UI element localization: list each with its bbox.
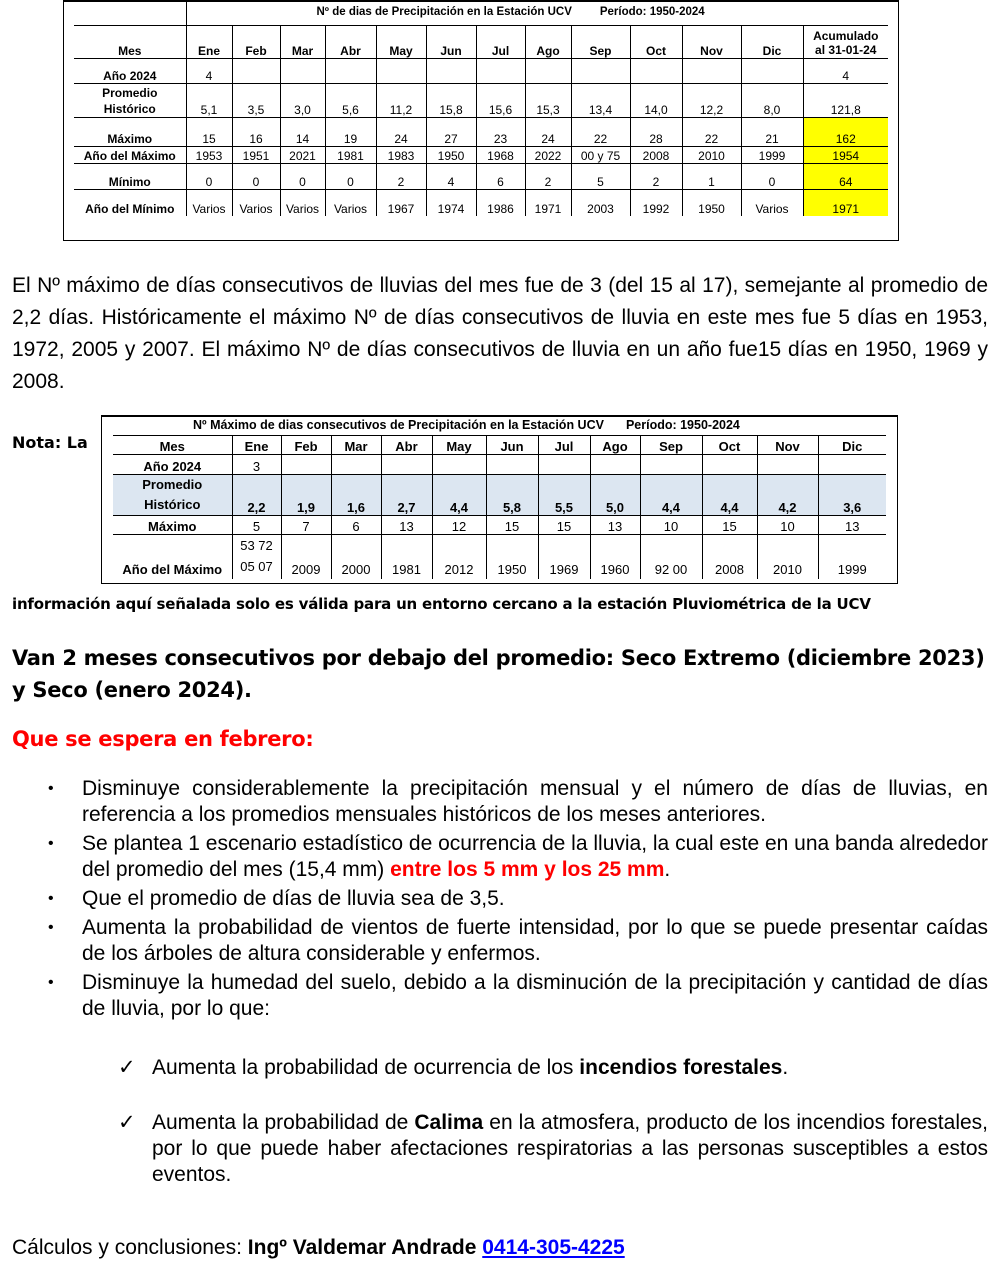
list-item: • Aumenta la probabilidad de vientos de fuerte intensidad, por lo que se puede presentar caídas de los árboles de altura considerable y enfermos. [48, 916, 988, 965]
table2-header-row: Mes Ene Feb Mar Abr May Jun Jul Ago Sep Oct Nov Dic [113, 435, 886, 454]
check-icon: ✓ [118, 1111, 136, 1134]
table2-title: Nº Máximo de dias consecutivos de Precipitación en la Estación UCV Período: 1950-2024 [113, 416, 886, 435]
expect-heading: Que se espera en febrero: [12, 727, 314, 751]
consecutive-days-table [113, 416, 886, 579]
table-row: Año del Mínimo Varios Varios Varios Varios 1967 1974 1986 1971 2003 1992 1950 Varios 1971 [74, 189, 888, 216]
check-item: ✓ Aumenta la probabilidad de Calima en la atmosfera, producto de los incendios forestales, por lo que puede haber afectaciones respiratorias a las personas susceptibles a estos eventos. [118, 1111, 988, 1186]
footer-credits: Cálculos y conclusiones: Ingº Valdemar Andrade 0414-305-4225 [12, 1236, 625, 1259]
list-item: • Disminuye la humedad del suelo, debido a la disminución de la precipitación y cantidad de días de lluvia, por lo que: [48, 971, 988, 1020]
table-row: Año del Máximo 1953 1951 2021 1981 1983 1950 1968 2022 00 y 75 2008 2010 1999 1954 [74, 146, 888, 163]
table-row: Máximo 15 16 14 19 24 27 23 24 22 28 22 21 162 [74, 117, 888, 146]
forecast-list [48, 776, 988, 1025]
bullet-icon: • [48, 919, 54, 936]
list-item: • Disminuye considerablemente la precipitación mensual y el número de días de lluvias, en referencia a los promedios mensuales históricos de los meses anteriores. [48, 777, 988, 826]
table1-header-row: Mes Ene Feb Mar Abr May Jun Jul Ago Sep Oct Nov Dic Acumulado al 31-01-24 [74, 25, 888, 58]
list-item: • Que el promedio de días de lluvia sea de 3,5. [48, 887, 505, 910]
table-row: Año 2024 4 4 [74, 58, 888, 83]
check-icon: ✓ [118, 1056, 136, 1079]
bullet-icon: • [48, 835, 54, 852]
bullet-icon: • [48, 780, 54, 797]
table-row: Promedio Histórico 2,2 1,9 1,6 2,7 4,4 5,8 5,5 5,0 4,4 4,4 4,2 3,6 [113, 474, 886, 515]
phone-link[interactable]: 0414-305-4225 [482, 1236, 625, 1259]
table-row: Mínimo 0 0 0 0 2 4 6 2 5 2 1 0 64 [74, 163, 888, 189]
summary-heading: Van 2 meses consecutivos por debajo del promedio: Seco Extremo (diciembre 2023) y Seco (enero 2024). [12, 646, 985, 702]
table-row: Año del Máximo 53 72 05 07 2009 2000 1981 2012 1950 1969 1960 92 00 2008 2010 1999 [113, 534, 886, 579]
bullet-icon: • [48, 974, 54, 991]
table-row: Promedio Histórico 5,1 3,5 3,0 5,6 11,2 15,8 15,6 15,3 13,4 14,0 12,2 8,0 121,8 [74, 83, 888, 117]
bullet-icon: • [48, 890, 54, 907]
nota-text: información aquí señalada solo es válida para un entorno cercano a la estación Pluviométrica de la UCV [12, 595, 871, 613]
nota-label: Nota: La [12, 433, 88, 452]
table-row: Año 2024 3 [113, 454, 886, 474]
table1-title: Nº de dias de Precipitación en la Estación UCV Período: 1950-2024 [186, 0, 888, 25]
consecutive-days-paragraph: El Nº máximo de días consecutivos de lluvias del mes fue de 3 (del 15 al 17), semejante al promedio de 2,2 días. Históricamente el máximo Nº de días consecutivos de lluvia en este mes fue 5 días en 1953, 1972, 2005 y 2007. El máximo Nº de días consecutivos de lluvia en un año fue15 días en 1950, 1969 y 2008. [12, 274, 988, 393]
list-item: • Se plantea 1 escenario estadístico de ocurrencia de la lluvia, la cual este en una banda alrededor del promedio del mes (15,4 mm) entre los 5 mm y los 25 mm. [48, 832, 988, 881]
table-row: Máximo 5 7 6 13 12 15 15 13 10 15 10 13 [113, 515, 886, 534]
precipitation-days-table [74, 0, 888, 216]
check-item: ✓ Aumenta la probabilidad de ocurrencia de los incendios forestales. [118, 1056, 789, 1079]
